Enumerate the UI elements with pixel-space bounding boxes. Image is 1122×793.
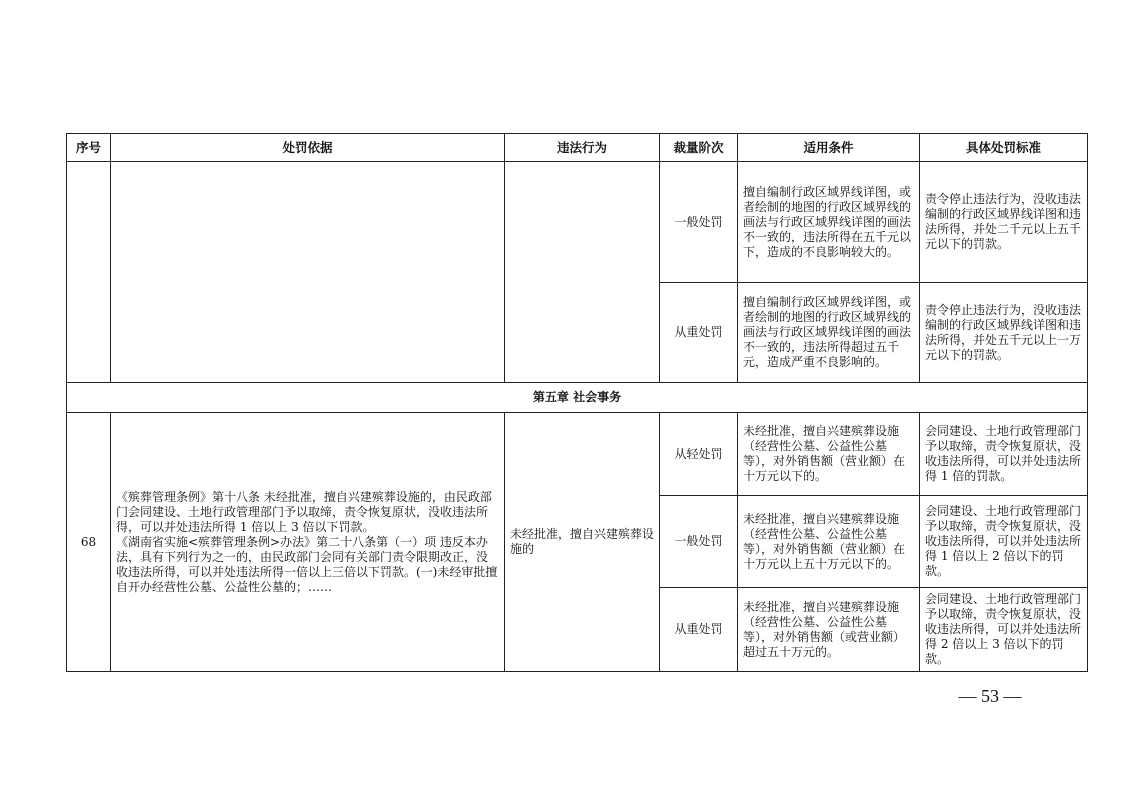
level-cell: 一般处罚 [660, 162, 738, 283]
standard-cell: 会同建设、土地行政管理部门予以取缔，责令恢复原状，没收违法所得，可以并处违法所得 2 倍以上 3 倍以下的罚款。 [920, 588, 1088, 672]
condition-cell: 未经批准，擅自兴建殡葬设施（经营性公墓、公益性公墓等），对外销售额（营业额）在十万元以上五十万元以下的。 [738, 496, 920, 588]
continued-violation-cell [505, 162, 660, 383]
table-row [67, 413, 1088, 496]
page-number: — 53 — [958, 686, 1022, 706]
standard-cell: 会同建设、土地行政管理部门予以取缔，责令恢复原状，没收违法所得，可以并处违法所得 1 倍的罚款。 [920, 413, 1088, 496]
header-condition: 适用条件 [738, 134, 920, 162]
level-cell: 从重处罚 [660, 283, 738, 383]
condition-cell: 未经批准，擅自兴建殡葬设施（经营性公墓、公益性公墓等），对外销售额（营业额）在十万元以下的。 [738, 413, 920, 496]
condition-cell: 未经批准，擅自兴建殡葬设施（经营性公墓、公益性公墓等），对外销售额（或营业额）超过五十万元的。 [738, 588, 920, 672]
chapter-row [67, 383, 1088, 413]
continued-number-cell [67, 162, 111, 383]
violation-description: 未经批准，擅自兴建殡葬设施的 [505, 413, 660, 672]
header-number: 序号 [67, 134, 111, 162]
header-basis: 处罚依据 [111, 134, 505, 162]
penalty-basis: 《殡葬管理条例》第十八条 未经批准，擅自兴建殡葬设施的，由民政部门会同建设、土地行政管理部门予以取缔，责令恢复原状，没收违法所得，可以并处违法所得 1 倍以上 3 倍以下罚款。 《湖南省实施<殡葬管理条例>办法》第二十八条第（一）项 违反本办法，具有下列行为之一的，由民政部门会同有关部门责令限期改正，没收违法所得，可以并处违法所得一倍以上三倍以下罚款。(一)未经审批擅自开办经营性公墓、公益性公墓的；…… [111, 413, 505, 672]
standard-cell: 责令停止违法行为，没收违法编制的行政区域界线详图和违法所得，并处五千元以上一万元以下的罚款。 [920, 283, 1088, 383]
entry-number: 68 [67, 413, 111, 672]
table-row [67, 162, 1088, 283]
chapter-title: 第五章 社会事务 [67, 383, 1088, 413]
standard-cell: 会同建设、土地行政管理部门予以取缔，责令恢复原状，没收违法所得，可以并处违法所得 1 倍以上 2 倍以下的罚款。 [920, 496, 1088, 588]
condition-cell: 擅自编制行政区域界线详图，或者绘制的地图的行政区域界线的画法与行政区域界线详图的画法不一致的，违法所得超过五千元，造成严重不良影响的。 [738, 283, 920, 383]
level-cell: 从轻处罚 [660, 413, 738, 496]
header-violation: 违法行为 [505, 134, 660, 162]
condition-cell: 擅自编制行政区域界线详图，或者绘制的地图的行政区域界线的画法与行政区域界线详图的画法不一致的，违法所得在五千元以下，造成的不良影响较大的。 [738, 162, 920, 283]
continued-basis-cell [111, 162, 505, 383]
level-cell: 一般处罚 [660, 496, 738, 588]
header-standard: 具体处罚标准 [920, 134, 1088, 162]
level-cell: 从重处罚 [660, 588, 738, 672]
penalty-table [66, 133, 1088, 672]
standard-cell: 责令停止违法行为，没收违法编制的行政区域界线详图和违法所得，并处二千元以上五千元以下的罚款。 [920, 162, 1088, 283]
header-row [67, 134, 1088, 162]
header-level: 裁量阶次 [660, 134, 738, 162]
